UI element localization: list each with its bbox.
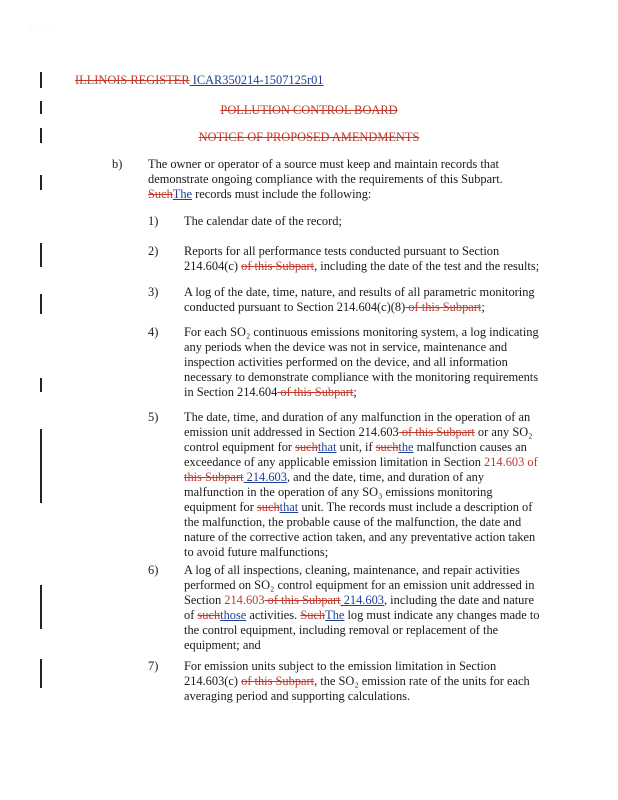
change-bar xyxy=(40,294,42,314)
notice-title: NOTICE OF PROPOSED AMENDMENTS xyxy=(198,130,420,144)
change-bar xyxy=(40,72,42,88)
register-deleted: ILLINOIS REGISTER xyxy=(75,73,190,87)
subsection-label: b) xyxy=(112,157,123,171)
change-bar xyxy=(40,378,42,392)
register-inserted: ICAR350214-1507125r01 xyxy=(189,73,324,87)
change-bar xyxy=(40,659,42,688)
register-line xyxy=(75,73,555,88)
change-bar xyxy=(40,429,42,503)
change-bar xyxy=(40,175,42,190)
change-bar xyxy=(40,243,42,267)
subsection-text: The owner or operator of a source must keep and maintain records that demonstrate ongoing compliance with the requirements of this Subpart. SuchThe records must include the following: xyxy=(148,157,503,201)
change-bar xyxy=(40,585,42,629)
scan-marks: · ˙˙ · xyxy=(30,27,53,33)
board-title: POLLUTION CONTROL BOARD xyxy=(220,103,398,117)
